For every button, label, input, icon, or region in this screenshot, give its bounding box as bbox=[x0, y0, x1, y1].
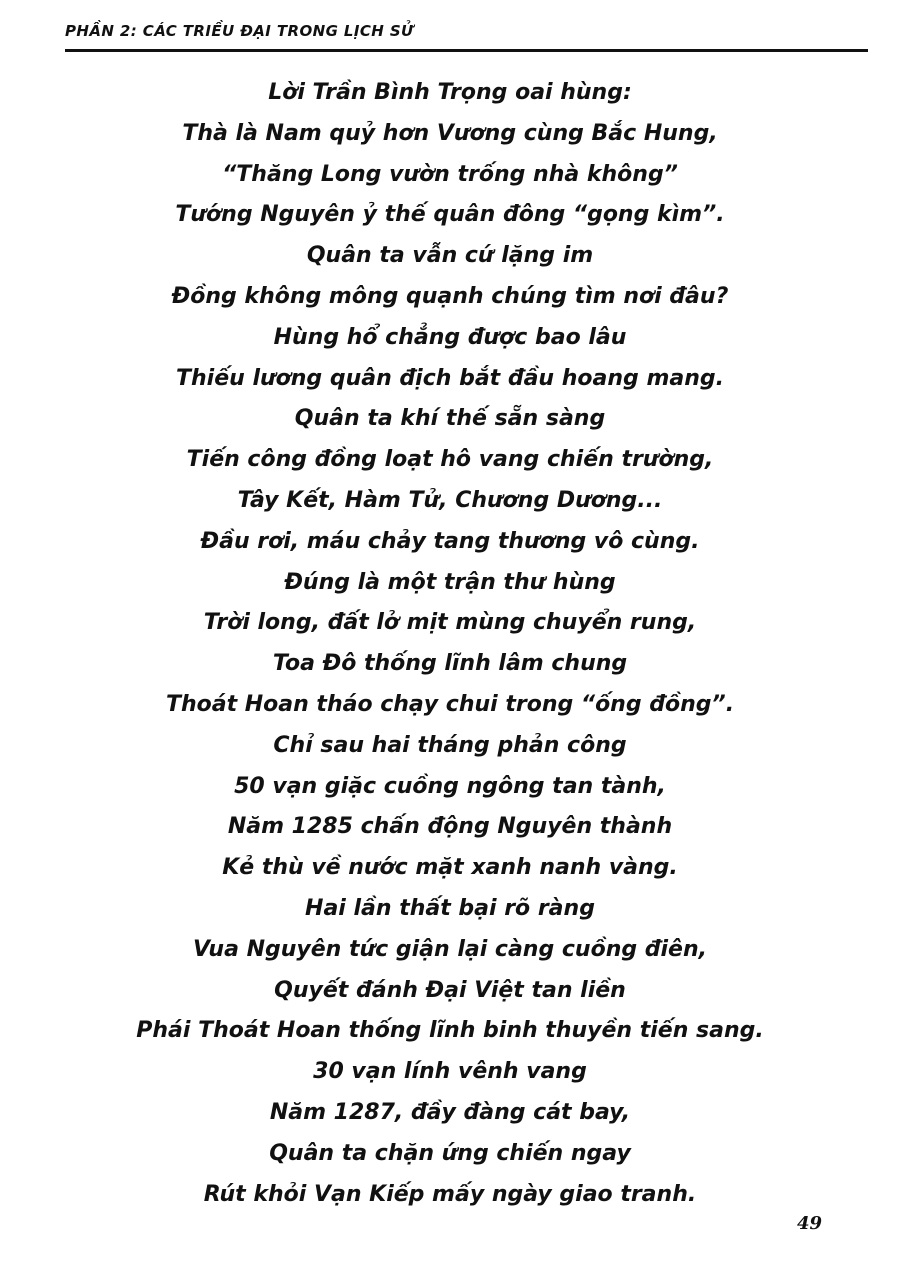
poem-line: Chỉ sau hai tháng phản công bbox=[273, 732, 627, 758]
poem-line: Hai lần thất bại rõ ràng bbox=[305, 895, 595, 921]
page-number: 49 bbox=[797, 1213, 823, 1234]
poem-line: Tiến công đồng loạt hô vang chiến trường, bbox=[186, 447, 714, 473]
poem-line: Quân ta vẫn cứ lặng im bbox=[306, 243, 594, 269]
poem-line: Hùng hổ chẳng được bao lâu bbox=[273, 324, 627, 350]
poem-line: Kẻ thù về nước mặt xanh nanh vàng. bbox=[222, 855, 678, 881]
poem-line: Năm 1285 chấn động Nguyên thành bbox=[227, 814, 673, 840]
poem-line: Lời Trần Bình Trọng oai hùng: bbox=[268, 80, 632, 105]
poem-line: Thà là Nam quỷ hơn Vương cùng Bắc Hung, bbox=[182, 120, 718, 146]
poem-line: Đầu rơi, máu chảy tang thương vô cùng. bbox=[200, 528, 700, 554]
poem-line: Quyết đánh Đại Việt tan liền bbox=[274, 977, 626, 1003]
poem-line: Rút khỏi Vạn Kiếp mấy ngày giao tranh. bbox=[203, 1181, 697, 1207]
poem-line: Thoát Hoan tháo chạy chui trong “ống đồng”. bbox=[165, 691, 735, 717]
poem-line: “Thăng Long vườn trống nhà không” bbox=[222, 161, 678, 187]
poem-body bbox=[0, 73, 900, 1215]
poem-line: Tướng Nguyên ỷ thế quân đông “gọng kìm”. bbox=[175, 202, 725, 228]
poem-line: Thiếu lương quân địch bắt đầu hoang mang. bbox=[176, 365, 724, 391]
poem-line: Tây Kết, Hàm Tử, Chương Dương... bbox=[237, 487, 663, 513]
running-header bbox=[65, 18, 868, 52]
section-title: PHẦN 2: CÁC TRIỀU ĐẠI TRONG LỊCH SỬ bbox=[65, 22, 414, 40]
poem-line: Năm 1287, đầy đàng cát bay, bbox=[269, 1099, 631, 1125]
poem-line: Quân ta khí thế sẵn sàng bbox=[294, 406, 606, 432]
poem-line: 30 vạn lính vênh vang bbox=[313, 1059, 587, 1085]
poem-line: Quân ta chặn ứng chiến ngay bbox=[269, 1140, 631, 1166]
poem-line: Phái Thoát Hoan thống lĩnh binh thuyền tiến sang. bbox=[136, 1018, 764, 1044]
poem-line: Đồng không mông quạnh chúng tìm nơi đâu? bbox=[171, 283, 729, 309]
poem-line: Vua Nguyên tức giận lại càng cuồng điên, bbox=[193, 936, 707, 962]
poem-line: 50 vạn giặc cuồng ngông tan tành, bbox=[234, 773, 666, 799]
poem-line: Toa Đô thống lĩnh lâm chung bbox=[272, 651, 628, 677]
poem-line: Đúng là một trận thư hùng bbox=[284, 569, 616, 595]
poem-line: Trời long, đất lở mịt mùng chuyển rung, bbox=[203, 610, 697, 636]
